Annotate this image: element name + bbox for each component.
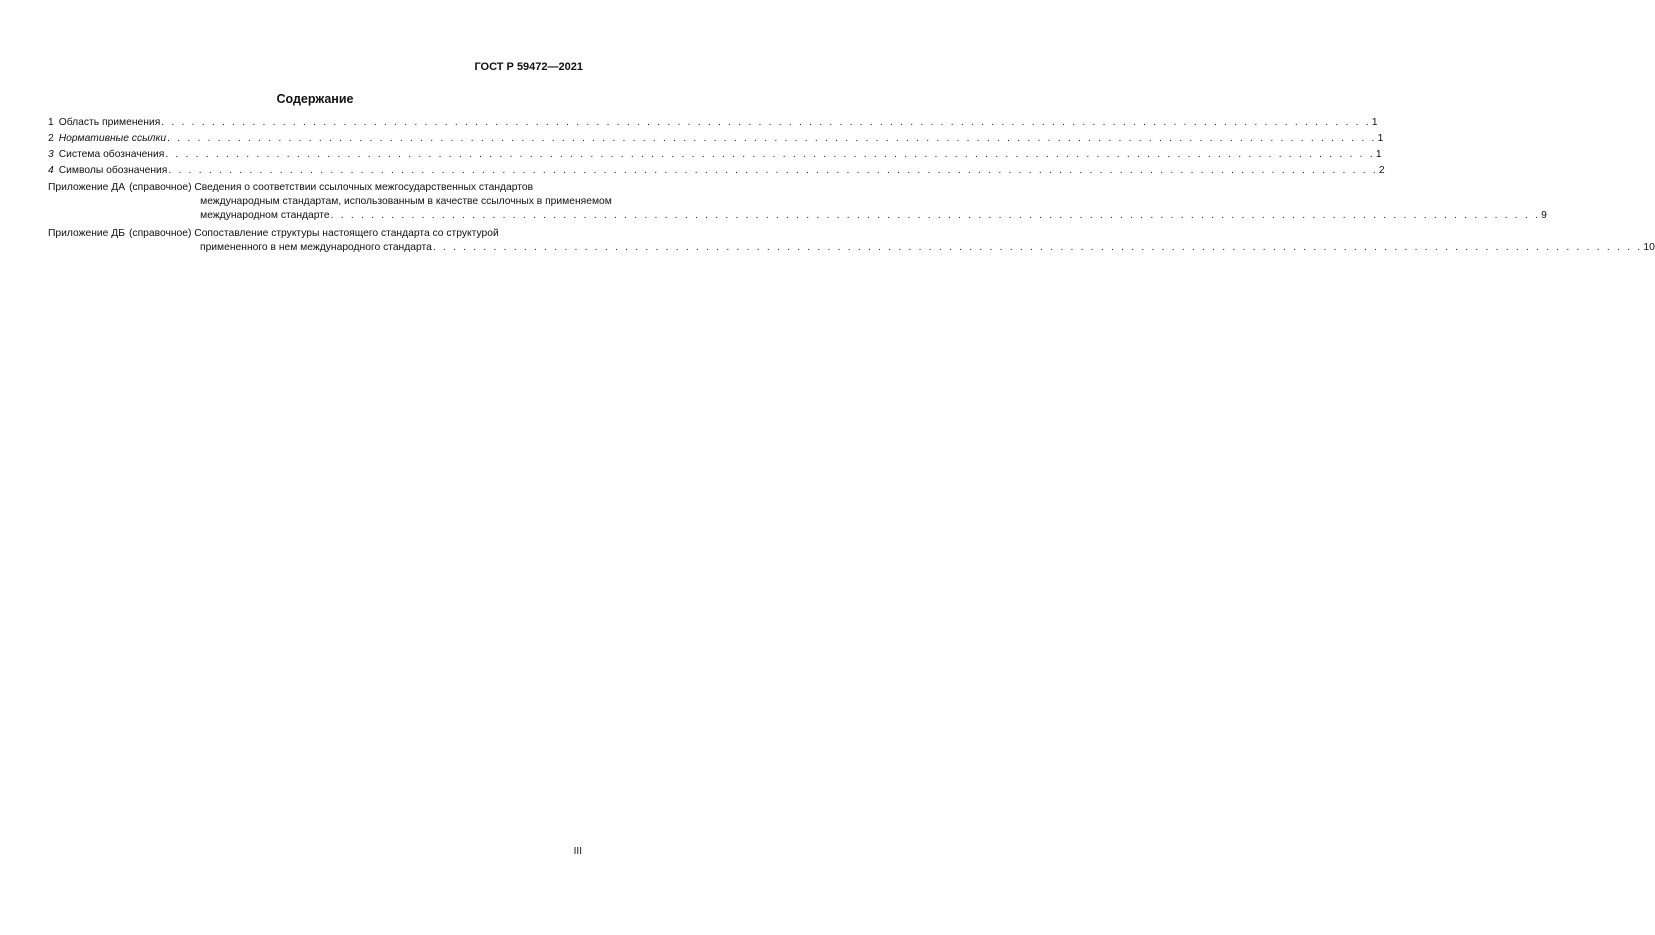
toc-entry-2[interactable] [48,131,1384,147]
toc-leader-dots [331,209,1541,223]
toc-entry-title: Нормативные ссылки [58,133,167,144]
toc-entry-number: 1 [48,117,54,128]
toc-appendix-db[interactable] [48,227,1655,255]
appendix-label: Приложение ДА [48,182,126,193]
toc-entry-title: Система обозначения [58,149,165,160]
toc-entry-3[interactable] [48,147,1382,163]
toc-title: Содержание [276,92,354,106]
toc-entry-page: 10 [1643,242,1655,253]
appendix-title-line: международном стандарте [200,210,330,221]
toc-leader-dots [433,241,1643,255]
toc-leader-dots [165,147,1375,163]
appendix-title-line: (справочное) Сопоставление структуры настоящего стандарта со структурой [129,228,499,239]
toc-entry-page: 1 [1375,149,1382,160]
toc-entry-title: Область применения [58,117,161,128]
toc-leader-dots [161,115,1371,131]
toc-entry-page: 9 [1541,210,1547,221]
appendix-title-line: международным стандартам, использованным в качестве ссылочных в применяемом [200,196,612,207]
toc-entry-page: 1 [1377,133,1384,144]
toc-entry-number: 4 [48,165,54,176]
toc-entry-page: 2 [1378,165,1385,176]
page-number: III [573,846,582,857]
toc-entry-1[interactable] [48,115,1378,131]
toc-entry-4[interactable] [48,163,1385,179]
toc-leader-dots [168,163,1378,179]
toc-entry-number: 2 [48,133,54,144]
toc-appendix-da[interactable] [48,181,1547,223]
standard-code: ГОСТ Р 59472—2021 [474,61,583,73]
toc-entry-number: 3 [48,149,54,160]
toc-entry-page: 1 [1371,117,1378,128]
appendix-label: Приложение ДБ [48,228,125,239]
toc-leader-dots [167,131,1377,147]
appendix-title-line: (справочное) Сведения о соответствии ссылочных межгосударственных стандартов [129,182,534,193]
toc-entry-title: Символы обозначения [58,165,168,176]
table-of-contents [48,115,1655,259]
appendix-title-line: примененного в нем международного стандарта [200,242,432,253]
